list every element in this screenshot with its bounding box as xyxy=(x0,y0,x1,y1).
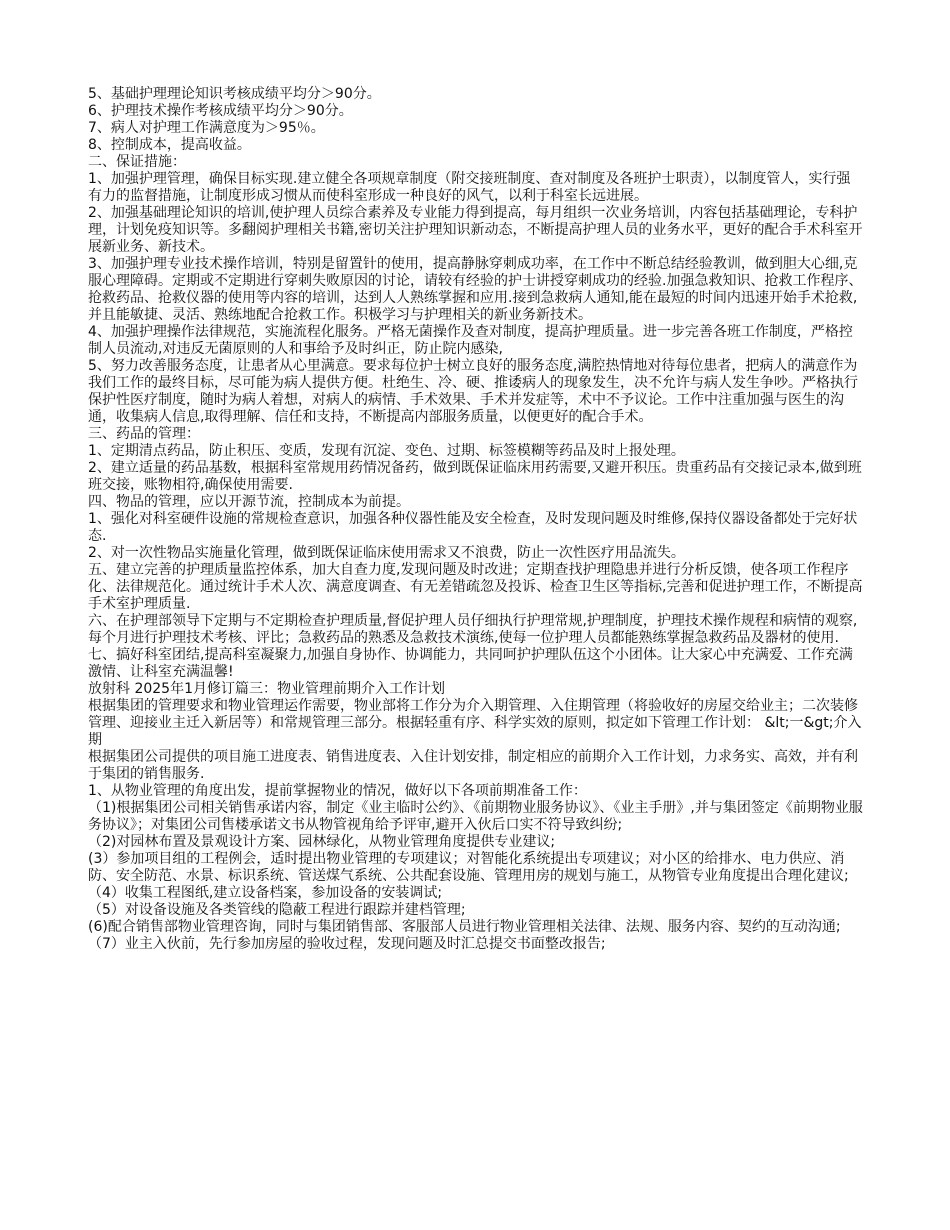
measure-item-2: 2、加强基础理论知识的培训,使护理人员综合素养及专业能力得到提高，每月组织一次业务培训，内容包括基础理论，专科护理，计划免疫知识等。多翻阅护理相关书籍,密切关注护理知识新动态，不断提高护理人员的业务水平，更好的配合手术科室开展新业务、新技术。 xyxy=(88,205,863,255)
measure-item-5: 5、努力改善服务态度，让患者从心里满意。要求每位护士树立良好的服务态度,满腔热情地对待每位患者，把病人的满意作为我们工作的最终目标，尽可能为病人提供方便。杜绝生、冷、硬、推诿病人的现象发生，决不允许与病人发生争吵。严格执行保护性医疗制度，随时为病人着想，对病人的病情、手术效果、手术并发症等，术中不予议论。工作中注重加强与医生的沟通，收集病人信息,取得理解、信任和支持，不断提高内部服务质量，以便更好的配合手术。 xyxy=(88,358,858,425)
measure-item-3: 3、加强护理专业技术操作培训，特别是留置针的使用，提高静脉穿刺成功率，在工作中不断总结经验教训，做到胆大心细,克服心理障碍。定期或不定期进行穿刺失败原因的讨论，请较有经验的护士讲授穿刺成功的经验.加强急救知识、抢救工作程序、抢救药品、抢救仪器的使用等内容的培训，达到人人熟练掌握和应用.接到急救病人通知,能在最短的时间内迅速开始手术抢救,并且能敏捷、灵活、熟练地配合抢救工作。积极学习与护理相关的新业务新技术。 xyxy=(88,256,863,323)
supply-item-2: 2、对一次性物品实施量化管理，做到既保证临床使用需求又不浪费，防止一次性医疗用品流失。 xyxy=(88,545,685,561)
section-six: 六、在护理部领导下定期与不定期检查护理质量,督促护理人员仔细执行护理常规,护理制度，护理技术操作规程和病情的观察,每个月进行护理技术考核、评比；急救药品的熟悉及急救技术演练,使每一位护理人员都能熟练掌握急救药品及器材的使用. xyxy=(88,613,858,646)
property-subitem-4: （4）收集工程图纸,建立设备档案，参加设备的安装调试; xyxy=(88,885,443,901)
document-body xyxy=(88,86,863,953)
property-subitem-6: (6)配合销售部物业管理咨询，同时与集团销售部、客服部人员进行物业管理相关法律、法规、服务内容、契约的互动沟通; xyxy=(88,919,841,935)
supply-item-1: 1、强化对科室硬件设施的常规检查意识，加强各种仪器性能及安全检查，及时发现问题及时维修,保持仪器设备都处于完好状态. xyxy=(88,511,858,544)
property-subitem-7: （7）业主入伙前，先行参加房屋的验收过程，发现问题及时汇总提交书面整改报告; xyxy=(88,936,606,952)
section-five: 五、建立完善的护理质量监控体系，加大自查力度,发现问题及时改进；定期查找护理隐患并进行分析反馈，使各项工作程序化、法律规范化。通过统计手术人次、满意度调查、有无差错疏忽及投诉、检查卫生区等指标,完善和促进护理工作，不断提高手术室护理质量. xyxy=(88,562,863,612)
drug-item-1: 1、定期清点药品，防止积压、变质，发现有沉淀、变色、过期、标签模糊等药品及时上报处理。 xyxy=(88,443,685,459)
property-item-1: 1、从物业管理的角度出发，提前掌握物业的情况，做好以下各项前期准备工作： xyxy=(88,783,587,799)
property-subitem-5: （5）对设备设施及各类管线的隐蔽工程进行跟踪并建档管理; xyxy=(88,902,466,918)
property-plan-intro: 根据集团公司提供的项目施工进度表、销售进度表、入住计划安排，制定相应的前期介入工作计划，力求务实、高效，并有利于集团的销售服务. xyxy=(88,749,858,782)
measure-item-4: 4、加强护理操作法律规范，实施流程化服务。严格无菌操作及查对制度，提高护理质量。进一步完善各班工作制度，严格控制人员流动,对违反无菌原则的人和事给予及时纠正，防止院内感染, xyxy=(88,324,853,357)
property-subitem-2: （2)对园林布置及景观设计方案、园林绿化，从物业管理角度提供专业建议; xyxy=(88,834,556,850)
drug-item-2: 2、建立适量的药品基数，根据科室常规用药情况备药，做到既保证临床用药需要,又避开积压。贵重药品有交接记录本,做到班班交接，账物相符,确保使用需要. xyxy=(88,460,862,493)
section-heading-measures: 二、保证措施： xyxy=(88,154,186,170)
goal-item-6: 6、护理技术操作考核成绩平均分＞90分。 xyxy=(88,103,353,119)
measure-item-1: 1、加强护理管理，确保目标实现.建立健全各项规章制度（附交接班制度、查对制度及各班护士职责），以制度管人，实行强有力的监督措施，让制度形成习惯从而使科室形成一种良好的风气，以利于科室长远进展。 xyxy=(88,171,851,204)
section-seven: 七、搞好科室团结,提高科室凝聚力,加强自身协作、协调能力，共同呵护护理队伍这个小团体。让大家心中充满爱、工作充满激情、让科室充满温馨! xyxy=(88,647,853,680)
goal-item-7: 7、病人对护理工作满意度为＞95％。 xyxy=(88,120,325,136)
property-subitem-3: (3）参加项目组的工程例会，适时提出物业管理的专项建议；对智能化系统提出专项建议；对小区的给排水、电力供应、消防、安全防范、水景、标识系统、管送煤气系统、公共配套设施、管理用房的规划与施工，从物管专业角度提出合理化建议; xyxy=(88,851,849,884)
property-subitem-1: （1)根据集团公司相关销售承诺内容，制定《业主临时公约》、《前期物业服务协议》、《业主手册》,并与集团签定《前期物业服务协议》；对集团公司售楼承诺文书从物管视角给予评审,避开入伙后口实不符导致纠纷; xyxy=(88,800,863,833)
property-intro: 根据集团的管理要求和物业管理运作需要，物业部将工作分为介入期管理、入住期管理（将验收好的房屋交给业主；二次装修管理、迎接业主迁入新居等）和常规管理三部分。根据轻重有序、科学实效的原则，拟定如下管理工作计划： &lt;一&gt;介入期 xyxy=(88,698,862,748)
section-heading-drugs: 三、药品的管理： xyxy=(88,426,200,442)
goal-item-8: 8、控制成本，提高收益。 xyxy=(88,137,251,153)
section-heading-supplies: 四、物品的管理，应以开源节流，控制成本为前提。 xyxy=(88,494,410,510)
chapter-title: 放射科 2025年1月修订篇三：物业管理前期介入工作计划 xyxy=(88,681,445,697)
goal-item-5: 5、基础护理理论知识考核成绩平均分＞90分。 xyxy=(88,86,381,102)
